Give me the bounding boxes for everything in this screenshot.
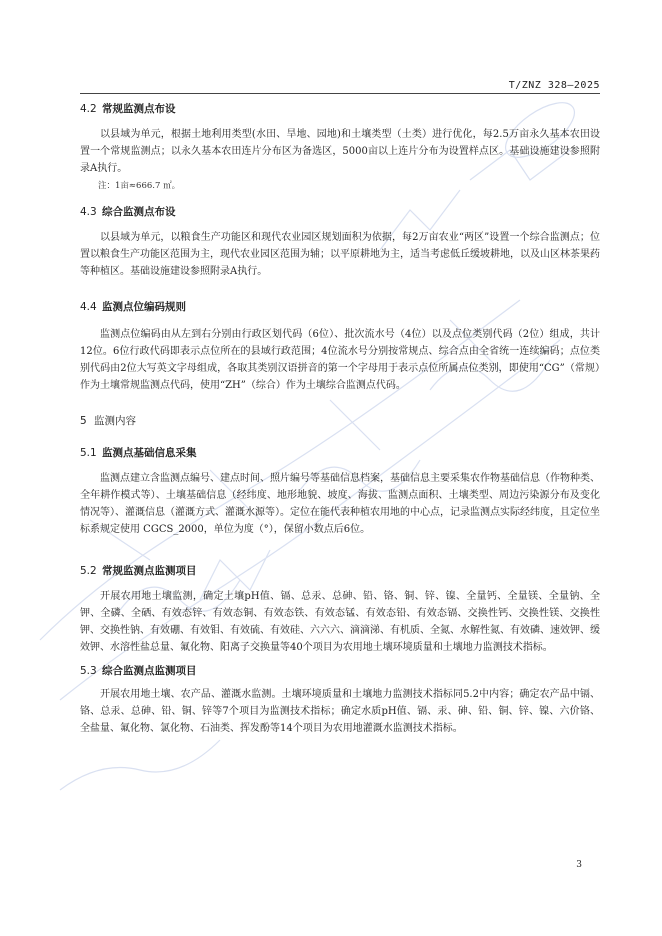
section-4-3 <box>80 205 600 280</box>
document-body <box>80 102 600 737</box>
section-paragraph: 监测点位编码由从左到右分别由行政区划代码（6位）、批次流水号（4位）以及点位类别代码（2位）组成，共计12位。6位行政代码即表示点位所在的县域行政范围；4位流水号分别按常规点、综合点由全省统一连续编码；点位类别代码由2位大写英文字母组成，各取其类别汉语拼音的第一个字母用于表示点位所属点位类别，即使用“CG”（常规）作为土壤常规监测点代码，使用“ZH”（综合）作为土壤综合监测点代码。 <box>80 329 600 391</box>
section-paragraph: 开展农用地土壤、农产品、灌溉水监测。土壤环境质量和土壤地力监测技术指标同5.2中内容；确定农产品中镉、铬、总汞、总砷、铅、铜、锌等7个项目为监测技术指标；确定水质pH值、镉、汞、砷、铅、铜、锌、镍、六价铬、全盐量、氟化物、氯化物、石油类、挥发酚等14个项目为农用地灌溉水监测技术指标。 <box>80 689 600 734</box>
chapter-heading: 5 监测内容 <box>80 415 136 427</box>
section-5-1 <box>80 446 600 538</box>
section-heading: 5.1 监测点基础信息采集 <box>80 447 197 459</box>
section-5-3 <box>80 664 600 737</box>
section-heading: 4.3 综合监测点布设 <box>80 206 176 218</box>
section-heading: 5.2 常规监测点监测项目 <box>80 565 197 577</box>
note: 注：1亩≈666.7 ㎡。 <box>98 181 181 191</box>
section-5-2 <box>80 564 600 656</box>
section-heading: 5.3 综合监测点监测项目 <box>80 665 197 677</box>
section-5 <box>80 414 600 428</box>
section-4-2 <box>80 102 600 193</box>
section-paragraph: 监测点建立含监测点编号、建点时间、照片编号等基础信息档案，基础信息主要采集农作物基础信息（作物种类、全年耕作模式等）、土壤基础信息（经纬度、地形地貌、坡度、海拔、监测点面积、土壤类型、周边污染源分布及变化情况等）、灌溉信息（灌溉方式、灌溉水源等）。定位在能代表种植农用地的中心点，记录监测点实际经纬度，且定位坐标系规定使用 CGCS_2000，单位为度（°），保留小数点后6位。 <box>80 473 600 535</box>
section-heading: 4.4 监测点位编码规则 <box>80 301 186 313</box>
header-rule <box>80 93 600 94</box>
page-number: 3 <box>576 860 582 870</box>
section-4-4 <box>80 300 600 394</box>
section-paragraph: 以县域为单元，以粮食生产功能区和现代农业园区规划面积为依据，每2万亩农业“两区”设置一个综合监测点；位置以粮食生产功能区范围为主，现代农业园区范围为辅；以平原耕地为主，适当考虑低丘缓坡耕地，以及山区林茶果药等种植区。基础设施建设参照附录A执行。 <box>80 232 600 277</box>
document-code: T/ZNZ 328—2025 <box>508 80 600 91</box>
section-paragraph: 以县域为单元，根据土地利用类型(水田、旱地、园地)和土壤类型（土类）进行优化，每2.5万亩永久基本农田设置一个常规监测点；以永久基本农田连片分布区为备选区，5000亩以上连片分布为设置样点区。基础设施建设参照附录A执行。 <box>80 129 600 174</box>
section-paragraph: 开展农用地土壤监测，确定土壤pH值、镉、总汞、总砷、铅、铬、铜、锌、镍、全量钙、全量镁、全量钠、全钾、全磷、全硒、有效态锌、有效态铜、有效态铁、有效态锰、有效态铅、有效态镉、交换性钙、交换性镁、交换性钾、交换性钠、有效硼、有效钼、有效硫、有效硅、六六六、滴滴涕、有机质、全氮、水解性氮、有效磷、速效钾、缓效钾、水溶性盐总量、氟化物、阳离子交换量等40个项目为农用地土壤环境质量和土壤地力监测技术指标。 <box>80 591 600 653</box>
section-heading: 4.2 常规监测点布设 <box>80 103 176 115</box>
